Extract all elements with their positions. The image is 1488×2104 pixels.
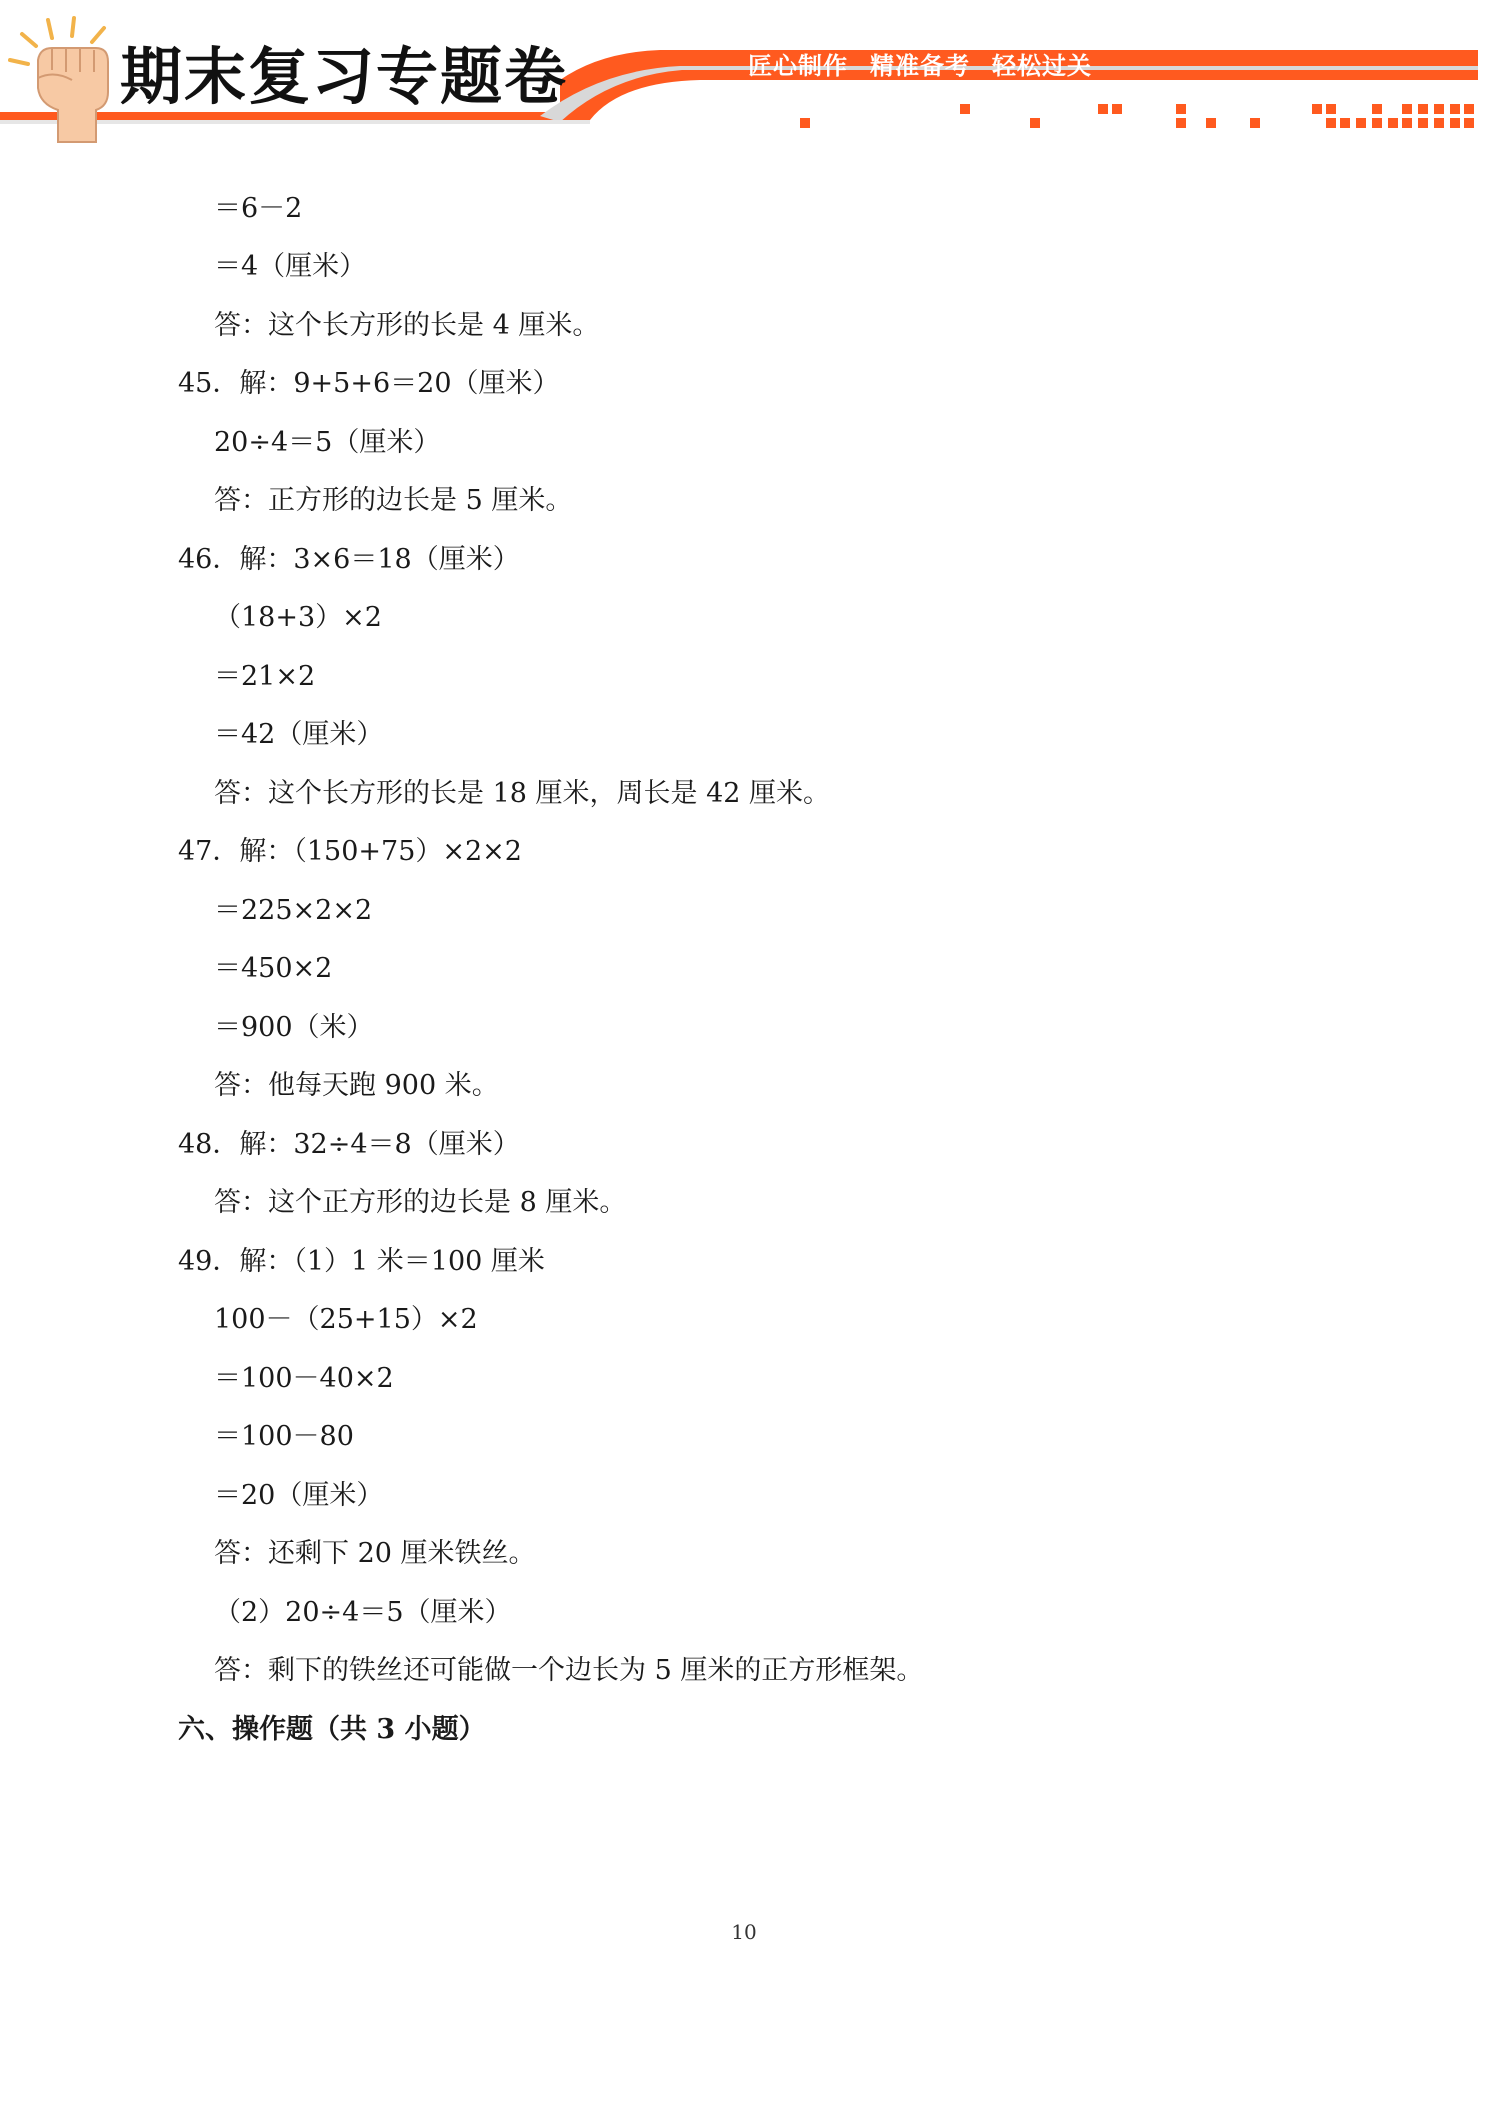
slogan-2: 精准备考: [870, 52, 970, 80]
text-line: ＝900（米）: [214, 1012, 374, 1043]
problem-49: 49．解：（1）1 米＝100 厘米: [178, 1246, 545, 1277]
text-line: ＝100－40×2: [214, 1363, 394, 1394]
text-line: ＝100－80: [214, 1421, 354, 1452]
slogan-3: 轻松过关: [992, 52, 1092, 80]
header-title: 期末复习专题卷: [120, 40, 569, 113]
page-header: [0, 0, 1488, 150]
answer-line: 答：这个长方形的长是 18 厘米，周长是 42 厘米。: [214, 778, 831, 809]
problem-48: 48．解：32÷4＝8（厘米）: [178, 1129, 520, 1160]
answer-line: 答：这个正方形的边长是 8 厘米。: [214, 1187, 627, 1218]
answer-line: 答：还剩下 20 厘米铁丝。: [214, 1538, 536, 1569]
text-line: ＝450×2: [214, 953, 333, 984]
text-line: 100－（25+15）×2: [214, 1304, 478, 1335]
decorative-dots: [800, 104, 1474, 128]
slogan-1: 匠心制作: [748, 52, 848, 80]
text-line: ＝6－2: [214, 193, 303, 224]
problem-47: 47．解：（150+75）×2×2: [178, 836, 522, 867]
answer-line: 答：正方形的边长是 5 厘米。: [214, 485, 573, 516]
text-line: （2）20÷4＝5（厘米）: [214, 1597, 512, 1628]
text-line: ＝4（厘米）: [214, 251, 367, 282]
problem-46: 46．解：3×6＝18（厘米）: [178, 544, 520, 575]
answer-line: 答：剩下的铁丝还可能做一个边长为 5 厘米的正方形框架。: [214, 1655, 924, 1686]
text-line: ＝21×2: [214, 661, 316, 692]
text-line: ＝20（厘米）: [214, 1480, 384, 1511]
text-line: （18+3）×2: [214, 602, 382, 633]
page-number: 10: [731, 1920, 757, 1944]
header-slogans: [748, 54, 1114, 78]
problem-45: 45．解：9+5+6＝20（厘米）: [178, 368, 560, 399]
text-line: 20÷4＝5（厘米）: [214, 427, 441, 458]
text-line: ＝225×2×2: [214, 895, 373, 926]
answer-line: 答：他每天跑 900 米。: [214, 1070, 499, 1101]
answer-line: 答：这个长方形的长是 4 厘米。: [214, 310, 600, 341]
text-line: ＝42（厘米）: [214, 719, 384, 750]
section-heading: 六、操作题（共 3 小题）: [178, 1714, 486, 1745]
